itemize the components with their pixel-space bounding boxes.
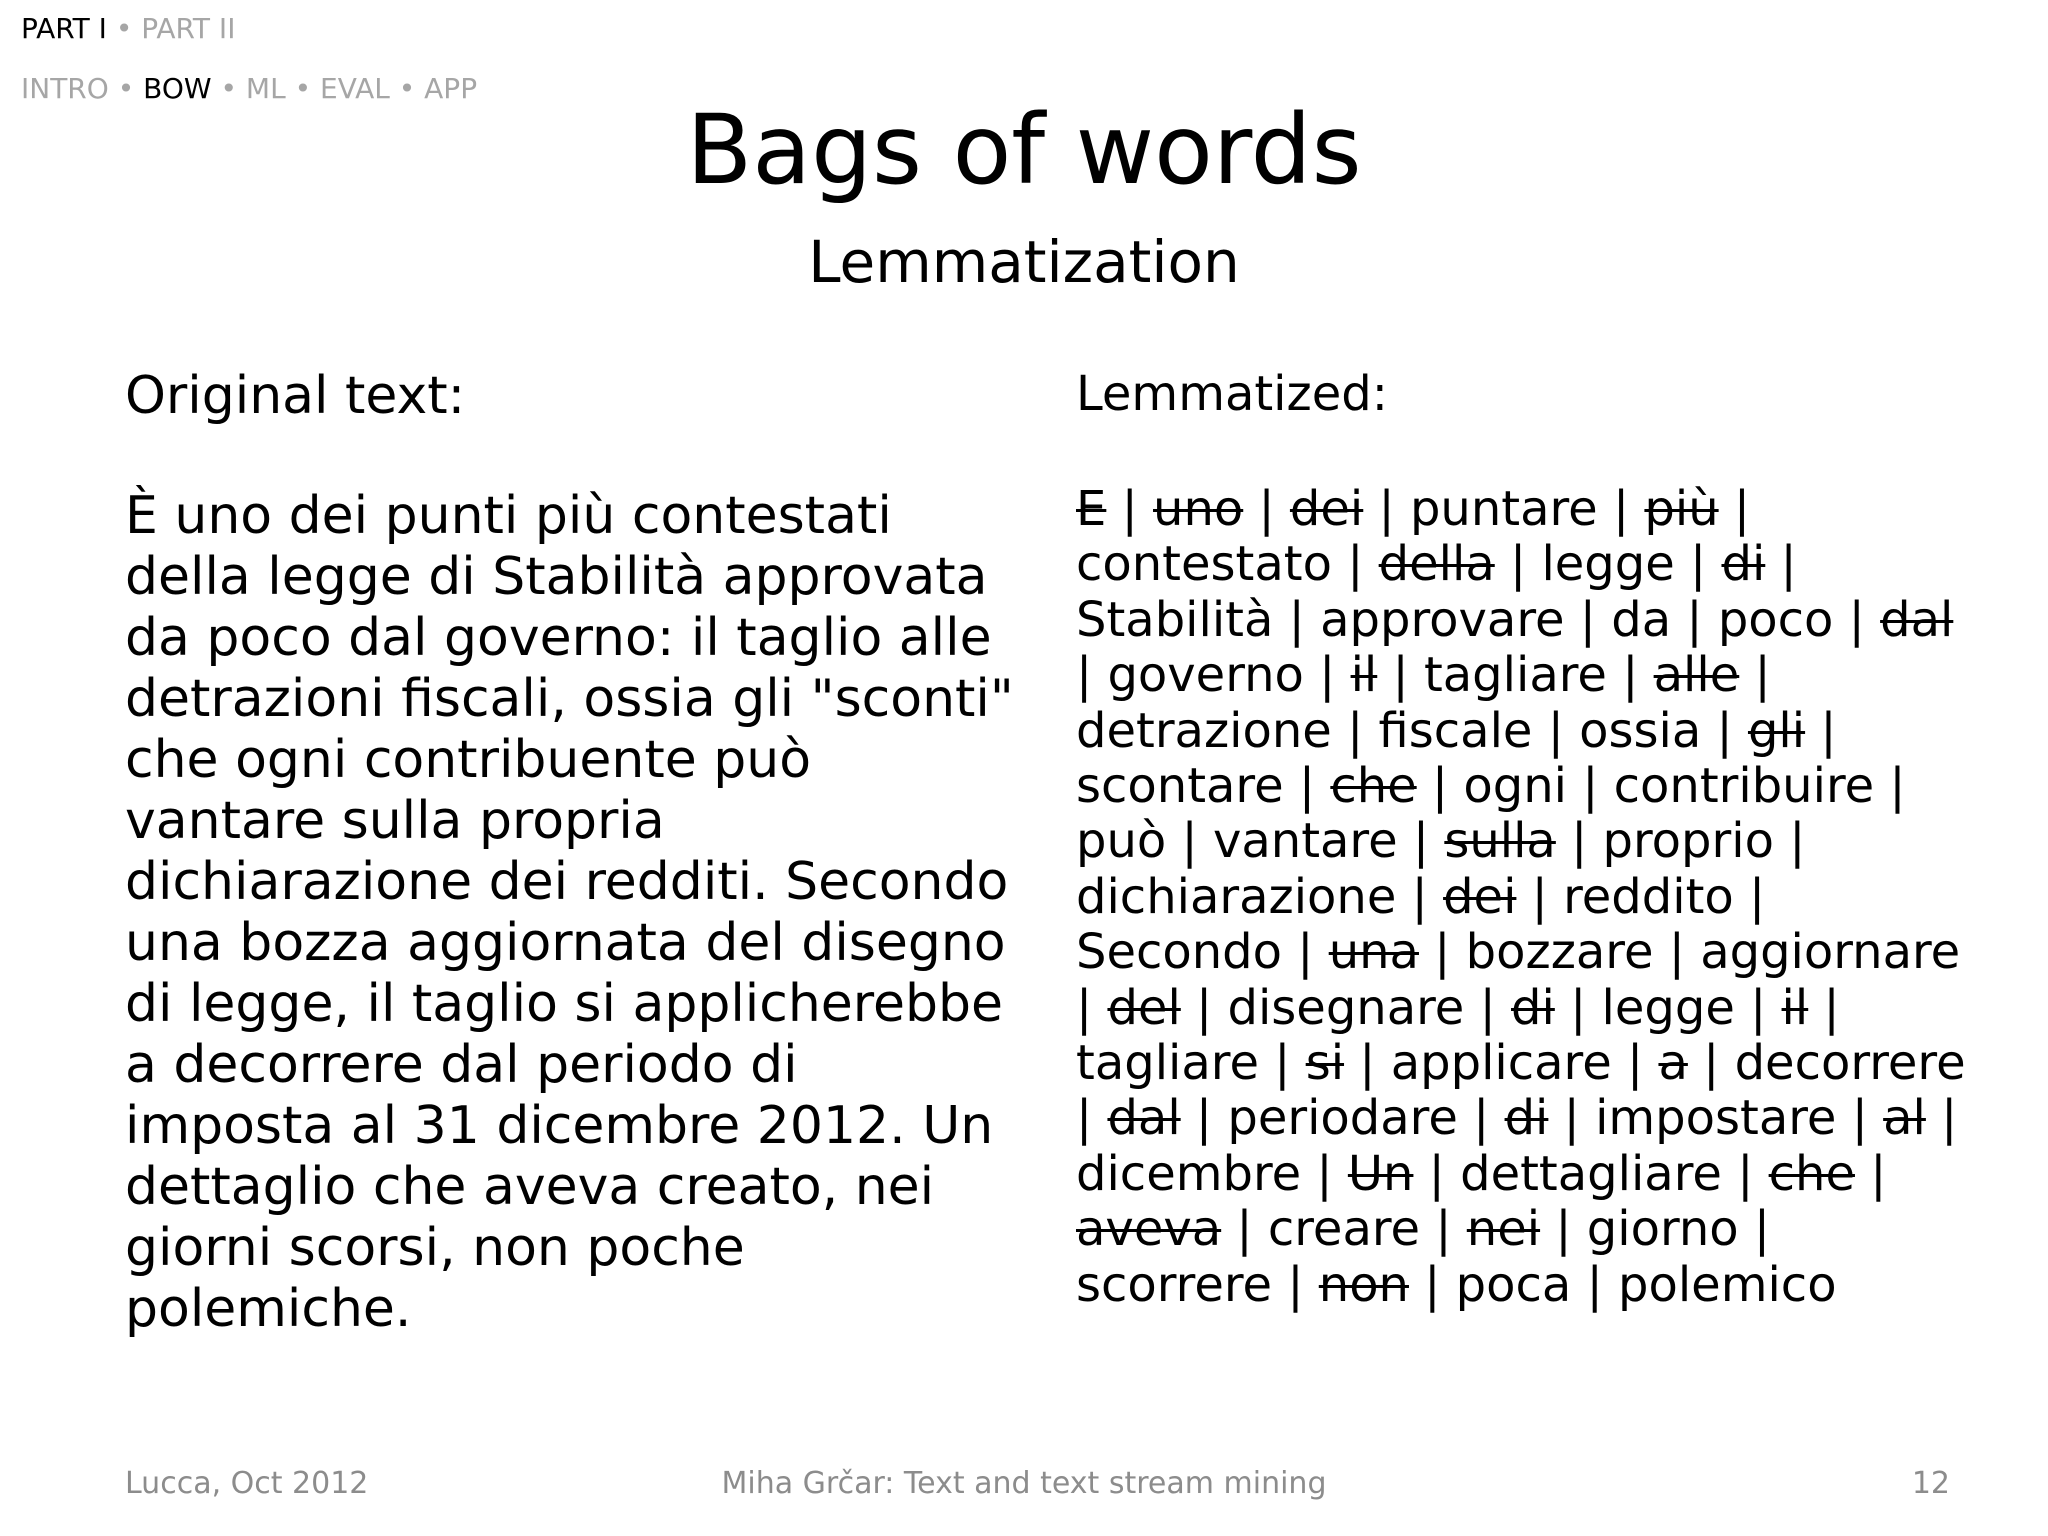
lemma-token: dicembre xyxy=(1076,1145,1302,1202)
lemma-token: poca xyxy=(1455,1256,1572,1313)
lemma-token: detrazione xyxy=(1076,702,1332,759)
lemma-token: periodare xyxy=(1227,1090,1458,1147)
nav-section-eval: EVAL xyxy=(320,72,390,105)
removed-stopword-token: aveva xyxy=(1076,1201,1222,1258)
removed-stopword-token: dei xyxy=(1289,481,1364,537)
lemma-token: scorrere xyxy=(1076,1256,1273,1313)
lemmatized-heading: Lemmatized: xyxy=(1076,366,1388,422)
removed-stopword-token: gli xyxy=(1747,702,1806,759)
page-number: 12 xyxy=(1911,1466,1950,1501)
lemma-token: approvare xyxy=(1320,591,1565,648)
lemma-token: tagliare xyxy=(1076,1035,1259,1092)
removed-stopword-token: E xyxy=(1076,481,1107,537)
slide-subtitle: Lemmatization xyxy=(808,228,1240,296)
footer-presentation-title: Miha Grčar: Text and text stream mining xyxy=(721,1466,1327,1501)
removed-stopword-token: al xyxy=(1883,1090,1926,1147)
original-text-heading: Original text: xyxy=(125,366,466,426)
lemma-token: può xyxy=(1076,813,1167,870)
removed-stopword-token: una xyxy=(1328,924,1419,981)
removed-stopword-token: di xyxy=(1511,979,1555,1036)
lemma-token: fiscale xyxy=(1378,702,1533,759)
lemma-token: Stabilità xyxy=(1076,591,1274,648)
lemma-token: da xyxy=(1611,591,1672,648)
nav-part-part-i: PART I xyxy=(21,12,107,45)
removed-stopword-token: della xyxy=(1378,536,1495,593)
lemma-token: vantare xyxy=(1212,813,1398,870)
lemma-token: applicare xyxy=(1390,1035,1612,1092)
nav-section-app: APP xyxy=(424,72,478,105)
removed-stopword-token: il xyxy=(1350,647,1378,704)
lemma-token: decorrere xyxy=(1734,1035,1966,1092)
removed-stopword-token: di xyxy=(1504,1090,1549,1147)
nav-separator: • xyxy=(106,12,142,45)
removed-stopword-token: sulla xyxy=(1444,813,1556,870)
lemma-token: reddito xyxy=(1563,868,1734,925)
removed-stopword-token: dal xyxy=(1107,1090,1181,1147)
nav-separator: • xyxy=(211,72,246,105)
lemma-token: contestato xyxy=(1076,536,1332,593)
lemma-token: puntare xyxy=(1409,481,1598,537)
nav-part-part-ii: PART II xyxy=(141,12,236,45)
removed-stopword-token: che xyxy=(1768,1145,1855,1202)
nav-section-intro: INTRO xyxy=(21,72,109,105)
removed-stopword-token: nei xyxy=(1466,1201,1541,1258)
lemma-token: Secondo xyxy=(1076,924,1283,981)
lemma-token: poco xyxy=(1717,591,1834,648)
lemma-token: governo xyxy=(1107,647,1304,704)
lemma-token: giorno xyxy=(1586,1201,1739,1258)
nav-separator: • xyxy=(285,72,321,105)
removed-stopword-token: non xyxy=(1318,1256,1409,1313)
lemma-token: bozzare xyxy=(1465,924,1654,981)
nav-section-bow: BOW xyxy=(143,72,212,105)
lemma-token: dichiarazione xyxy=(1076,868,1397,925)
nav-section-ml: ML xyxy=(245,72,286,105)
lemma-token: legge xyxy=(1541,536,1675,593)
original-text-body: È uno dei punti più contestati della legge di Stabilità approvata da poco dal governo: il taglio alle detrazioni fiscali, ossia gli "sconti" che ogni contribuente può vantare sulla propria dichiarazione dei redditi. Secondo una bozza aggiornata del disegno di legge, il taglio si applicherebbe a decorrere dal periodo di imposta al 31 dicembre 2012. Un dettaglio che aveva creato, nei giorni scorsi, non poche polemiche. xyxy=(125,486,1014,1339)
part-navigation xyxy=(21,12,235,45)
removed-stopword-token: dei xyxy=(1443,868,1517,925)
lemma-token: ossia xyxy=(1579,702,1702,759)
removed-stopword-token: più xyxy=(1644,481,1719,537)
footer-location-date: Lucca, Oct 2012 xyxy=(125,1466,369,1501)
removed-stopword-token: a xyxy=(1658,1035,1688,1092)
removed-stopword-token: di xyxy=(1721,536,1766,593)
removed-stopword-token: Un xyxy=(1347,1145,1414,1202)
removed-stopword-token: alle xyxy=(1653,647,1740,704)
removed-stopword-token: si xyxy=(1305,1035,1345,1092)
removed-stopword-token: il xyxy=(1781,979,1809,1036)
lemma-token: legge xyxy=(1601,979,1735,1036)
removed-stopword-token: dal xyxy=(1880,591,1954,648)
lemma-token: creare xyxy=(1267,1201,1421,1258)
lemma-token: proprio xyxy=(1602,813,1774,870)
nav-separator: • xyxy=(389,72,425,105)
lemma-token: disegnare xyxy=(1227,979,1465,1036)
removed-stopword-token: del xyxy=(1107,979,1181,1036)
lemma-token: tagliare xyxy=(1423,647,1607,704)
lemma-token: polemico xyxy=(1618,1256,1837,1313)
lemma-token: dettagliare xyxy=(1460,1145,1722,1202)
lemma-token: impostare xyxy=(1595,1090,1837,1147)
removed-stopword-token: che xyxy=(1330,758,1417,815)
nav-separator: • xyxy=(108,72,144,105)
lemma-token: contribuire xyxy=(1613,758,1875,815)
lemmatized-token-list: E | uno | dei | puntare | più | contestato | della | legge | di | Stabilità | approvare | da | poco | dal | governo | il | tagliare | alle | detrazione | fiscale | ossia | gli | scontare | che | ogni | contribuire | può | vantare | sulla | proprio | dichiarazione | dei | reddito | Secondo | una | bozzare | aggiornare | del | disegnare | di | legge | il | tagliare | si | applicare | a | decorrere | dal | periodare | di | impostare | al | dicembre | Un | dettagliare | che | aveva | creare | nei | giorno | scorrere | non | poca | polemico xyxy=(1076,481,1966,1313)
removed-stopword-token: uno xyxy=(1153,481,1244,537)
slide-title: Bags of words xyxy=(686,94,1362,206)
lemma-token: ogni xyxy=(1463,758,1567,815)
lemma-token: scontare xyxy=(1076,758,1284,815)
lemma-token: aggiornare xyxy=(1700,924,1961,981)
